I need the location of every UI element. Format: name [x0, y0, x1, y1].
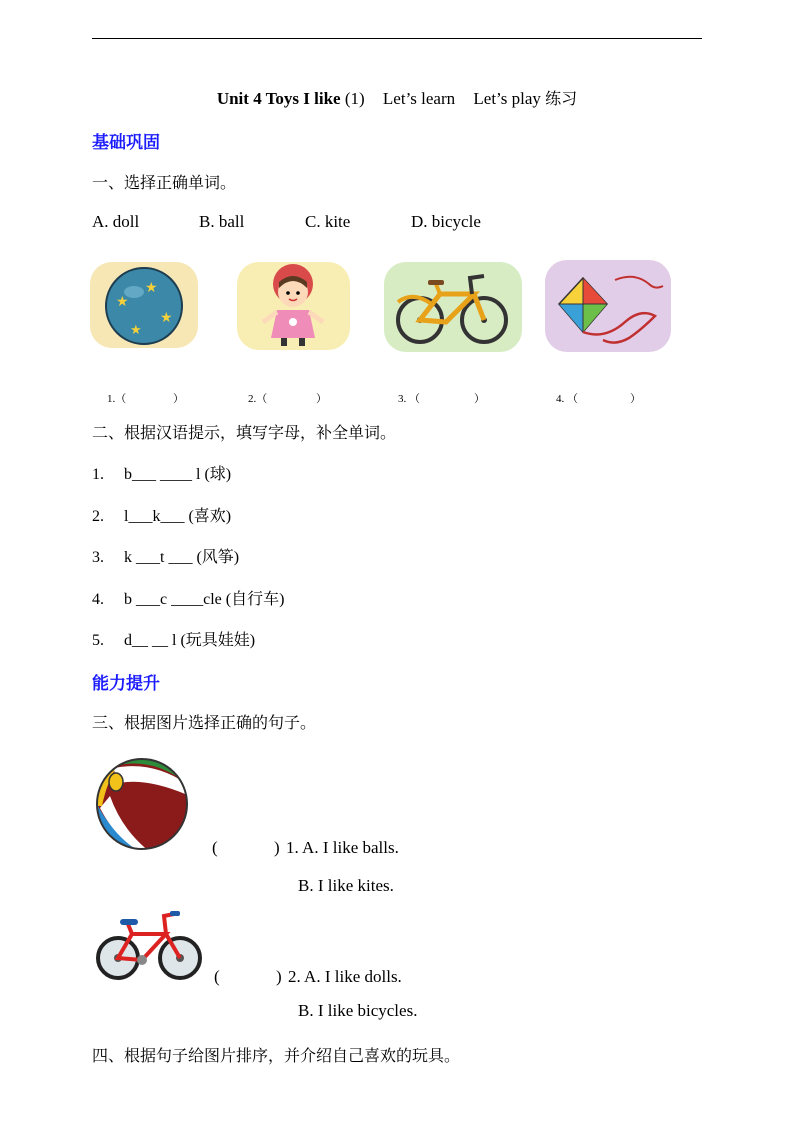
title-bold: Unit 4 Toys I like: [216, 89, 341, 108]
red-bicycle-picture: [94, 910, 204, 982]
blank-3-close: ）: [474, 393, 485, 405]
blank-4-open: 4. （: [556, 393, 578, 405]
q3-item-1-paren-open: (: [212, 838, 218, 857]
fill-item-text: b ___c ____cle (自行车): [124, 591, 285, 608]
q3-item-2-option-b: B. I like bicycles.: [298, 1001, 418, 1020]
q3-item-2-paren-open: (: [214, 967, 220, 986]
q3-item-1-paren-close: ): [274, 838, 280, 857]
q1-instruction: 一、选择正确单词。: [92, 173, 237, 192]
blank-1-open: 1.（: [107, 393, 127, 405]
option-a: A. doll: [92, 212, 140, 231]
fill-item-number: 5.: [92, 632, 104, 649]
ball-picture: [90, 262, 198, 348]
title-learn: Let’s learn: [382, 89, 456, 108]
blank-3-open: 3. （: [398, 393, 420, 405]
beach-ball-picture: [94, 756, 190, 852]
section-heading-basic: 基础巩固: [92, 133, 160, 153]
q2-instruction: 二、根据汉语提示，填写字母，补全单词。: [92, 423, 397, 442]
option-b: B. ball: [199, 212, 245, 231]
q3-item-2-option-a: 2. A. I like dolls.: [288, 967, 402, 986]
option-d: D. bicycle: [411, 212, 481, 231]
title-practice: 练习: [545, 89, 578, 108]
title-part: (1): [344, 89, 365, 108]
blank-2-close: ）: [316, 393, 327, 405]
option-c: C. kite: [305, 212, 351, 231]
svg-text:★: ★: [145, 281, 158, 296]
fill-item-number: 1.: [92, 466, 104, 483]
svg-text:★: ★: [130, 322, 142, 337]
bicycle-picture: [384, 262, 522, 352]
fill-item-text: l___k___ (喜欢): [124, 508, 232, 525]
q3-item-1-option-b: B. I like kites.: [298, 876, 394, 895]
q4-instruction: 四、根据句子给图片排序，并介绍自己喜欢的玩具。: [92, 1046, 461, 1065]
blank-4-close: ）: [630, 393, 641, 405]
blank-2-open: 2.（: [248, 393, 268, 405]
fill-item-number: 3.: [92, 549, 104, 566]
top-rule: [92, 38, 702, 39]
fill-item-text: k ___t ___ (风筝): [124, 549, 240, 566]
fill-item: [92, 503, 231, 526]
kite-picture: [545, 260, 671, 352]
section-heading-advanced: 能力提升: [92, 674, 160, 694]
fill-item-number: 2.: [92, 508, 104, 525]
q3-item-1-option-a: 1. A. I like balls.: [286, 838, 399, 857]
fill-item: [92, 586, 284, 609]
title-play: Let’s play: [473, 89, 541, 108]
svg-text:★: ★: [160, 311, 173, 326]
fill-item-number: 4.: [92, 591, 104, 608]
page-title: [0, 86, 794, 109]
fill-item-text: d__ __ l (玩具娃娃): [124, 632, 256, 649]
fill-item: [92, 544, 239, 567]
q3-instruction: 三、根据图片选择正确的句子。: [92, 713, 317, 732]
fill-item: [92, 627, 255, 650]
svg-text:★: ★: [116, 295, 129, 310]
fill-item-text: b___ ____ l (球): [124, 466, 232, 483]
doll-picture: [237, 262, 350, 350]
blank-1-close: ）: [173, 393, 184, 405]
q3-item-2-paren-close: ): [276, 967, 282, 986]
fill-item: [92, 461, 231, 484]
